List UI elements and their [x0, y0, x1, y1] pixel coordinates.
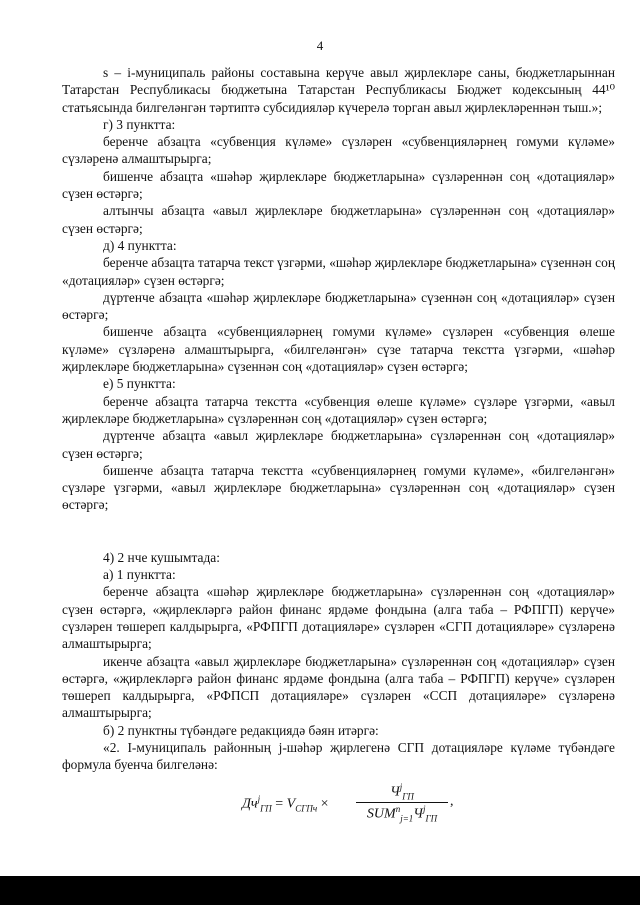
formula-sum-sup: n — [395, 804, 401, 815]
formula-lhs-sub: ГП — [260, 803, 272, 814]
paragraph: е) 5 пунктта: — [103, 376, 176, 392]
paragraph: дүртенче абзацта «шәһәр җирлекләре бюджетларына» сүзеннән соң «дотацияләр» сүзен өстәргә; — [62, 289, 615, 323]
formula-den-sub: ГП — [425, 813, 438, 824]
formula-numerator — [356, 782, 448, 803]
formula-den-sup: j — [422, 804, 426, 815]
formula-lhs-sup: j — [257, 794, 261, 804]
paragraph: беренче абзацта «субвенция күләме» сүзләрен «субвенцияләрнең гомуми күләме» сүзләренә алмаштырырга; — [62, 134, 615, 167]
formula-num-sub: ГП — [402, 791, 414, 802]
paragraph: икенче абзацта «авыл җирлекләре бюджетларына» сүзләреннән соң «дотацияләр» сүзен өстәргә, «җирлекләргә район финанс ярдәме фондына (алга таба – РФПГП) керүче» сүзләрен төшереп калдырырга, «РФПСП дотацияләре» сүзләрен «ССП дотацияләре» сүзләренә алмаштырырга; — [62, 653, 615, 721]
formula-equals: = — [275, 796, 284, 812]
paragraph: бишенче абзацта татарча текстта «субвенцияләрнең гомуми күләме», «билгеләнгән» сүзләре үзгәрми, «авыл җирлекләре бюджетларына» сүзләреннән соң «дотацияләр» сүзен өстәргә; — [62, 462, 615, 513]
paragraph: бишенче абзацта «шәһәр җирлекләре бюджетларына» сүзләреннән соң «дотацияләр» сүзен өстәргә; — [62, 168, 615, 202]
formula-sum-sub: j=1 — [400, 813, 414, 824]
formula-denominator — [356, 803, 448, 823]
document-body — [62, 64, 615, 774]
paragraph: 4) 2 нче кушымтада: — [103, 549, 220, 565]
paragraph: дүртенче абзацта «авыл җирлекләре бюджетларына» сүзләреннән соң «дотацияләр» сүзен өстәргә; — [62, 428, 615, 461]
formula-num-sup: j — [399, 782, 403, 792]
paragraph: а) 1 пунктта: — [103, 567, 176, 583]
paragraph: беренче абзацта татарча текстта «субвенция өлеше күләме» сүзләре үзгәрми, «авыл җирлекләре бюджетларына» сүзләреннән соң «дотацияләр» сүзен өстәргә; — [62, 393, 615, 426]
paragraph-spacer — [62, 514, 615, 549]
formula-v-symbol: V — [286, 796, 296, 812]
formula — [238, 782, 458, 828]
formula-fraction — [356, 782, 448, 824]
paragraph: «2. I-муниципаль районның j-шәһәр җирлегенә СГП дотацияләре күләме түбәндәге формула буенча билгеләнә: — [62, 739, 615, 773]
paragraph: алтынчы абзацта «авыл җирлекләре бюджетларына» сүзләреннән соң «дотацияләр» сүзен өстәргә; — [62, 203, 615, 236]
paragraph: д) 4 пунктта: — [103, 237, 177, 253]
formula-num-symbol: Ч — [390, 784, 400, 800]
paragraph: беренче абзацта «шәһәр җирлекләре бюджетларына» сүзләреннән соң «дотацияләр» сүзен өстәргә, «җирлекләргә район финанс ярдәме фондына (алга таба – РФПГП) керүче» сүзләрен төшереп калдырырга, «РФПГП дотацияләре» сүзләрен «СГП дотацияләре» сүзләренә алмаштырырга; — [62, 584, 615, 652]
paragraph: s – i-муниципаль районы составына керүче авыл җирлекләре саны, бюджетларыннан Татарстан Республикасы бюджетына Татарстан Республикасы Бюджет кодексының 44¹⁰ статьясында билгеләнгән тәртиптә субсидияләр күчерелә торган авыл җирлекләреннән тыш.»; — [62, 65, 615, 115]
formula-sum: SUM — [366, 807, 396, 823]
paragraph: г) 3 пунктта: — [103, 116, 176, 132]
paragraph: б) 2 пунктны түбәндәге редакциядә бәян итәргә: — [103, 722, 379, 738]
formula-lhs — [242, 794, 329, 813]
formula-times: × — [320, 796, 329, 812]
formula-comma: , — [450, 794, 454, 809]
paragraph: бишенче абзацта «субвенцияләрнең гомуми күләме» сүзләрен «субвенция өлеше күләме» сүзләренә алмаштырырга, «билгеләнгән» сүзе татарча текстта үзгәрми, «шәһәр җирлекләре бюджетларына» сүзеннән соң «дотацияләр» сүзен өстәргә; — [62, 324, 615, 375]
page-number: 4 — [316, 38, 324, 53]
paragraph: беренче абзацта татарча текст үзгәрми, «шәһәр җирлекләре бюджетларына» сүзеннән соң «дотацияләр» сүзен өстәргә; — [62, 255, 615, 288]
formula-lhs-symbol: Дч — [242, 796, 258, 812]
scan-bottom-bar — [0, 876, 640, 905]
formula-den-symbol: Ч — [413, 807, 423, 823]
formula-v-sub: СГПч — [295, 803, 318, 814]
